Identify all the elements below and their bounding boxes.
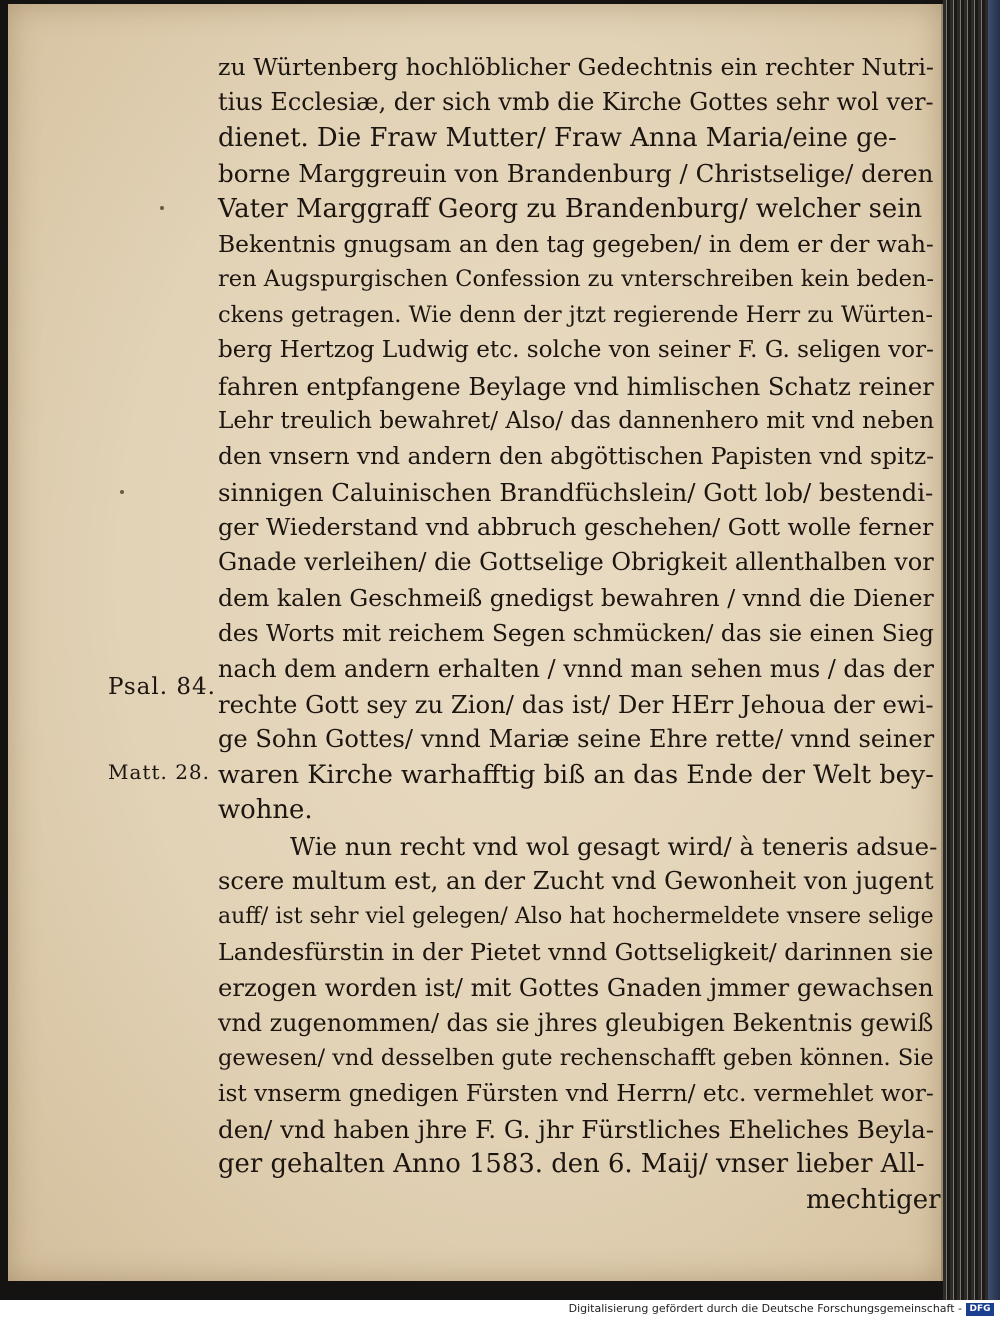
text-line: vnd zugenommen/ das sie jhres gleubigen Bekentnis gewiß xyxy=(218,1008,934,1037)
text-line: zu Würtenberg hochlöblicher Gedechtnis ein rechter Nutri- xyxy=(218,53,934,81)
text-line: dienet. Die Fraw Mutter/ Fraw Anna Maria/eine ge- xyxy=(218,122,897,153)
footer-bar xyxy=(0,1300,1000,1320)
text-line: des Worts mit reichem Segen schmücken/ das sie einen Sieg xyxy=(218,620,934,648)
funding-credit: Digitalisierung gefördert durch die Deutsche Forschungsgemeinschaft - xyxy=(568,1302,962,1315)
text-line: gewesen/ vnd desselben gute rechenschafft geben können. Sie xyxy=(218,1044,934,1071)
text-line: den/ vnd haben jhre F. G. jhr Fürstliches Eheliches Beyla- xyxy=(218,1114,935,1144)
text-line: scere multum est, an der Zucht vnd Gewonheit von jugent xyxy=(218,866,934,895)
text-line: mechtiger xyxy=(806,1184,941,1215)
text-line: ren Augspurgischen Confession zu vnterschreiben kein beden- xyxy=(218,266,935,293)
dfg-logo: DFG xyxy=(966,1303,994,1316)
text-line: waren Kirche warhafftig biß an das Ende der Welt bey- xyxy=(218,759,934,790)
text-line: Bekentnis gnugsam an den tag gegeben/ in dem er der wah- xyxy=(218,229,934,258)
text-line: fahren entpfangene Beylage vnd himlischen Schatz reiner xyxy=(218,371,934,401)
paper-speck xyxy=(160,206,164,210)
text-line: Landesfürstin in der Pietet vnnd Gottseligkeit/ darinnen sie xyxy=(218,937,934,966)
text-line: Lehr treulich bewahret/ Also/ das dannenhero mit vnd neben xyxy=(218,407,935,434)
text-line: sinnigen Caluinischen Brandfüchslein/ Gott lob/ bestendi- xyxy=(218,477,934,507)
binding-tab xyxy=(988,0,1000,1300)
text-line: erzogen worden ist/ mit Gottes Gnaden jmmer gewachsen xyxy=(218,973,934,1003)
text-line: ckens getragen. Wie denn der jtzt regierende Herr zu Würten- xyxy=(218,301,934,328)
text-line: ge Sohn Gottes/ vnnd Mariæ seine Ehre rette/ vnnd seiner xyxy=(218,725,935,754)
paper-speck xyxy=(120,490,124,494)
text-line: Vater Marggraff Georg zu Brandenburg/ welcher sein xyxy=(218,193,923,224)
text-line: Wie nun recht vnd wol gesagt wird/ à teneris adsue- xyxy=(290,831,938,861)
text-line: berg Hertzog Ludwig etc. solche von seiner F. G. seligen vor- xyxy=(218,337,934,364)
text-line: tius Ecclesiæ, der sich vmb die Kirche Gottes sehr wol ver- xyxy=(218,88,934,117)
margin-note-matthew: Matt. 28. xyxy=(108,760,210,784)
text-line: den vnsern vnd andern den abgöttischen Papisten vnd spitz- xyxy=(218,442,935,471)
margin-note-psalm: Psal. 84. xyxy=(108,674,216,700)
text-line: ger Wiederstand vnd abbruch geschehen/ Gott wolle ferner xyxy=(218,513,934,542)
text-line: ist vnserm gnedigen Fürsten vnd Herrn/ etc. vermehlet wor- xyxy=(218,1080,934,1108)
text-line: ger gehalten Anno 1583. den 6. Maij/ vnser lieber All- xyxy=(218,1149,925,1180)
text-line: wohne. xyxy=(218,795,313,826)
body-text xyxy=(218,50,941,1218)
text-line: Gnade verleihen/ die Gottselige Obrigkeit allenthalben vor xyxy=(218,548,934,577)
text-line: auff/ ist sehr viel gelegen/ Also hat hochermeldete vnsere selige xyxy=(218,904,934,930)
text-line: rechte Gott sey zu Zion/ das ist/ Der HErr Jehoua der ewi- xyxy=(218,690,934,720)
text-line: nach dem andern erhalten / vnnd man sehen mus / das der xyxy=(218,654,934,683)
text-line: borne Marggreuin von Brandenburg / Christselige/ deren xyxy=(218,159,934,189)
text-line: dem kalen Geschmeiß gnedigst bewahren / vnnd die Diener xyxy=(218,583,934,612)
